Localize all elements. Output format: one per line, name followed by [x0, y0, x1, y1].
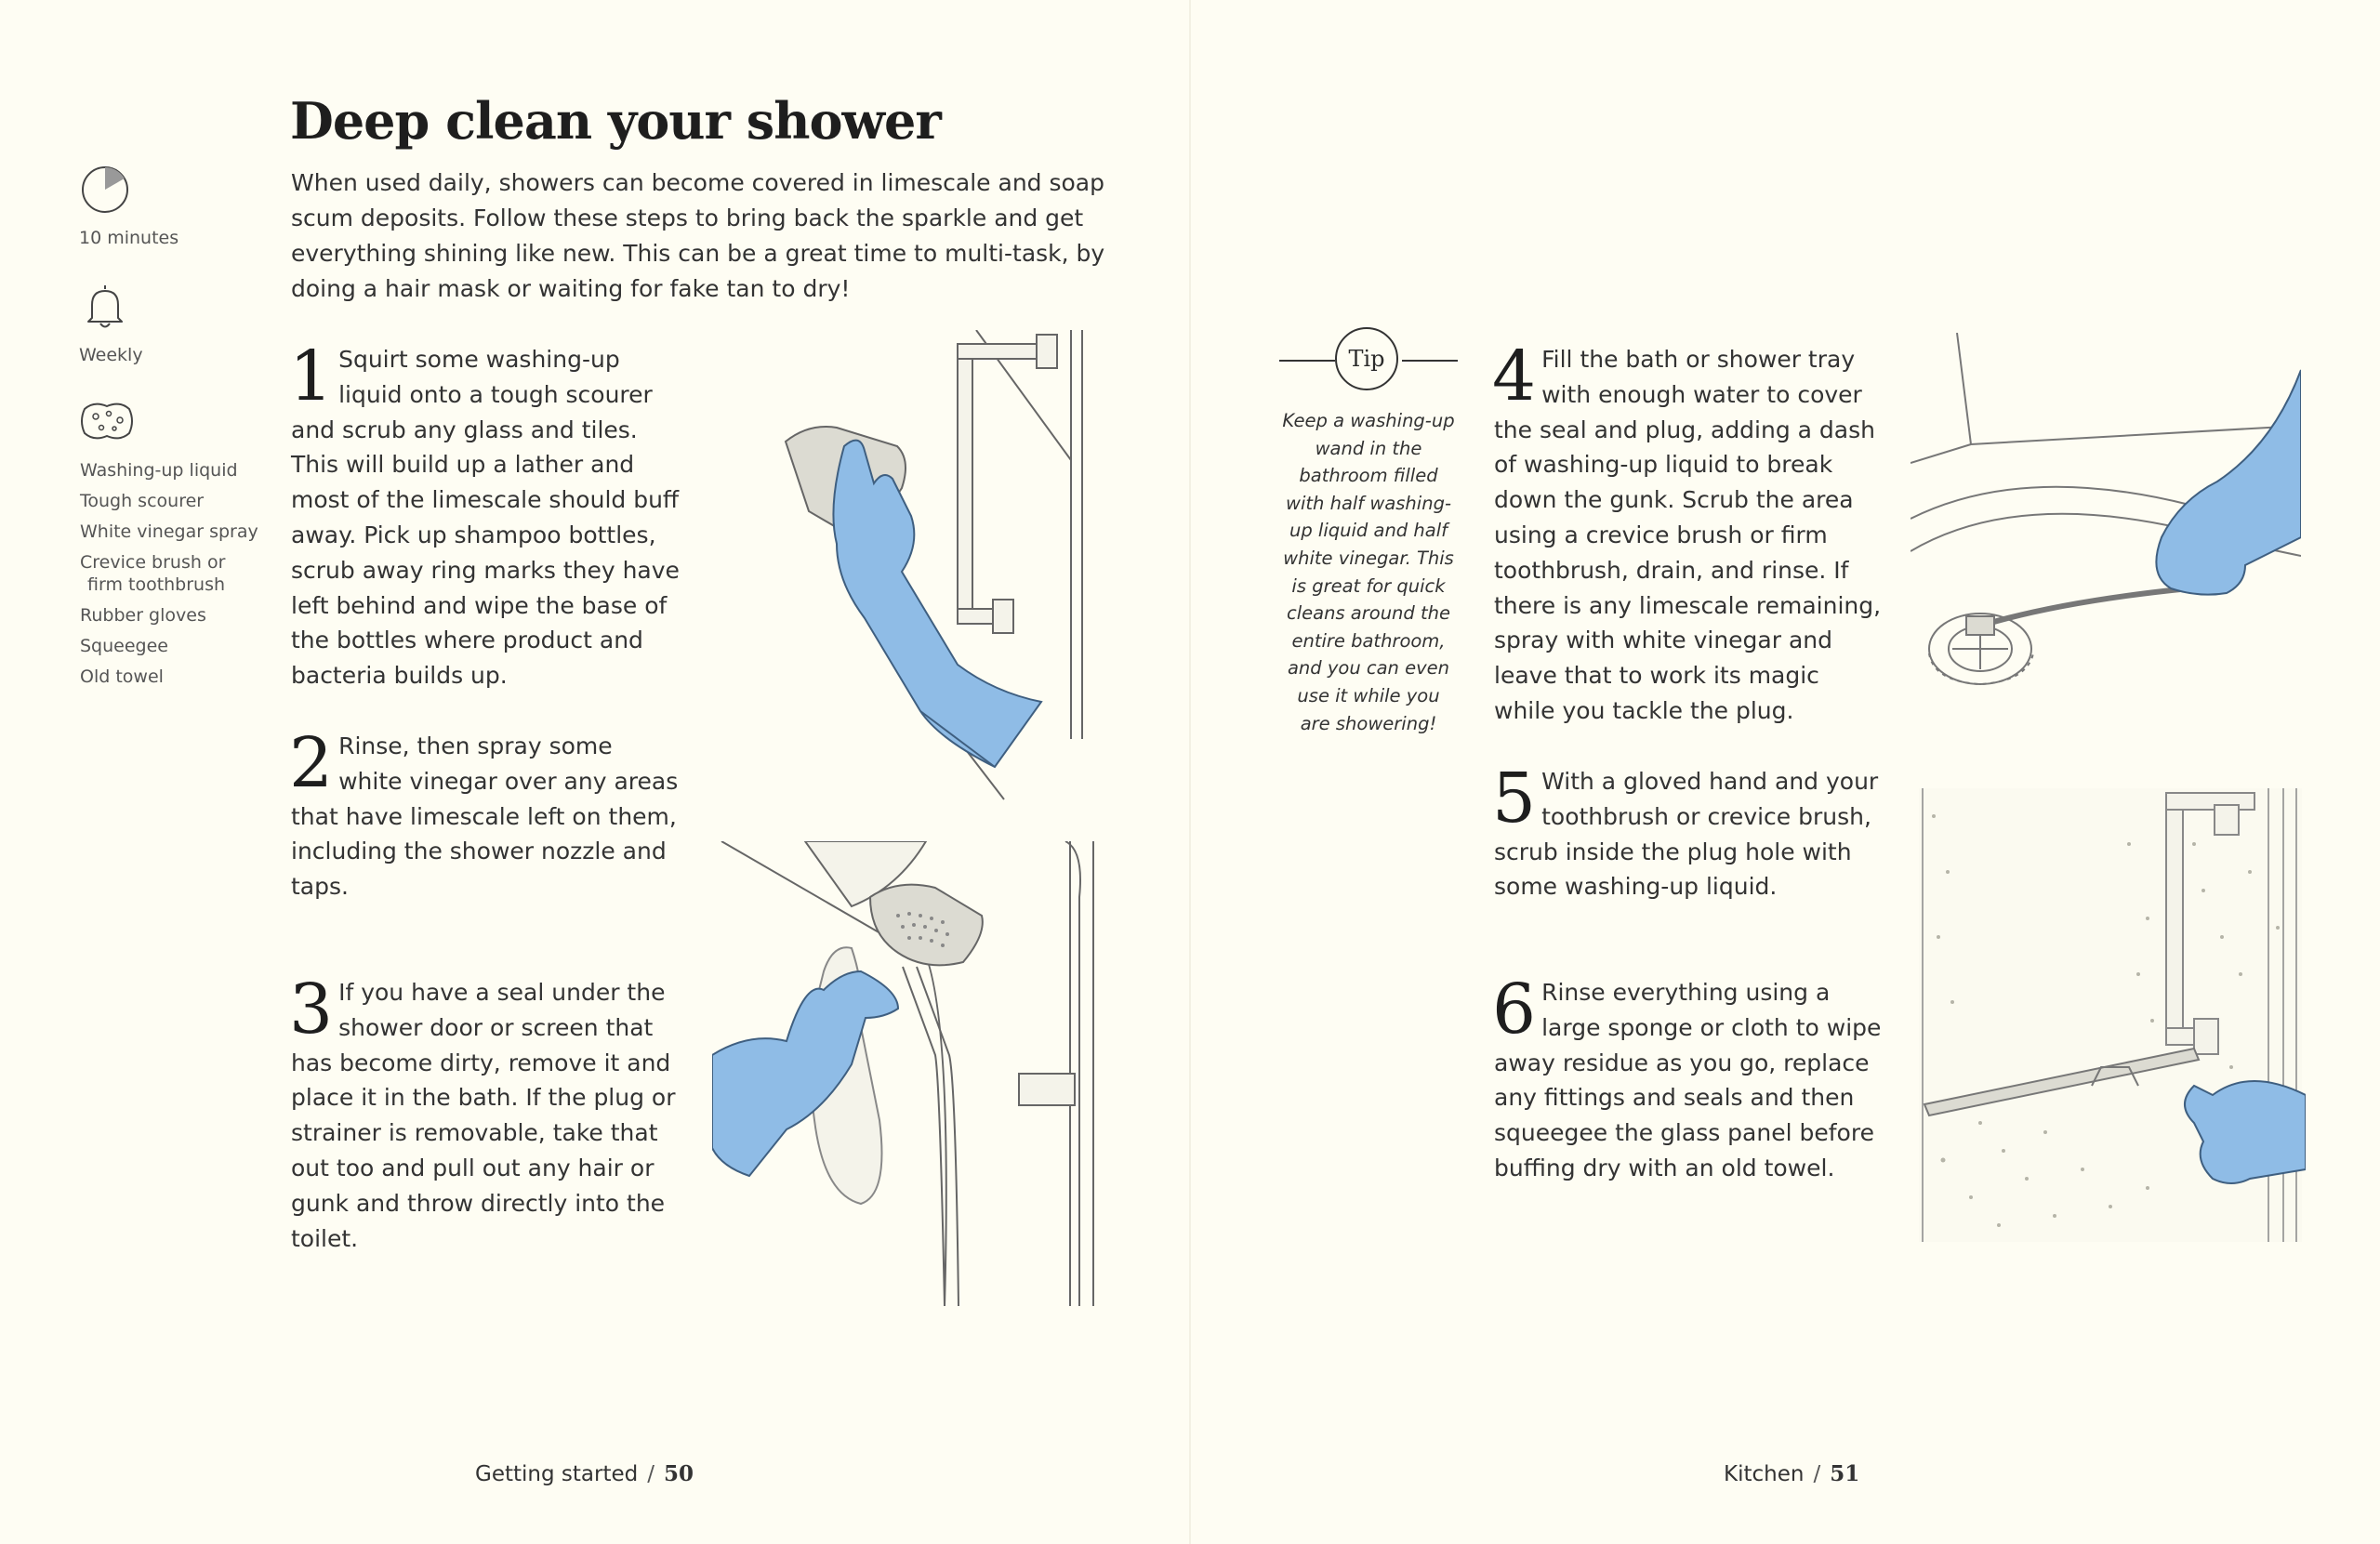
step-5: [1492, 759, 1884, 904]
equipment-item-line: Crevice brush or: [80, 552, 226, 573]
page-title: Deep clean your shower: [290, 91, 941, 151]
tip-header: [1281, 327, 1456, 392]
step-number: 5: [1492, 759, 1537, 838]
sponge-icon: [79, 398, 135, 444]
step-number: 2: [289, 723, 334, 803]
equipment-item-line: firm toothbrush: [87, 574, 226, 595]
equipment-item: Washing-up liquid: [80, 460, 238, 481]
scrub-plug-illustration: [1911, 333, 2301, 686]
equipment-item: Rubber gloves: [80, 605, 206, 626]
step-6: [1492, 970, 1884, 1186]
step-3: [289, 970, 681, 1256]
equipment-item: Old towel: [80, 666, 164, 687]
step-4: [1492, 337, 1884, 729]
frequency-label: Weekly: [79, 345, 143, 365]
step-number: 1: [289, 337, 334, 416]
tip-box: [1281, 327, 1456, 737]
step-number: 4: [1492, 337, 1537, 416]
equipment-list: [80, 455, 258, 693]
step-text: If you have a seal under the shower door or screen that has become dirty, remove it and place it in the bath. If the plug or strainer is removable, take that out too and pull out any hair or gunk and throw directly into the toilet.: [291, 979, 676, 1252]
step-2: [289, 723, 681, 904]
tip-rule-left: [1279, 360, 1335, 362]
time-label: 10 minutes: [79, 228, 179, 248]
footer-page-number: 50: [663, 1461, 694, 1486]
equipment-item: Tough scourer: [80, 491, 205, 511]
intro-paragraph: When used daily, showers can become covered in limescale and soap scum deposits. Follow these steps to bring back the sparkle and get everything shining like new. This can be a great time to multi-task, by doing a hair mask or waiting for fake tan to dry!: [291, 169, 1105, 302]
equipment-item: White vinegar spray: [80, 521, 258, 542]
step-text: Fill the bath or shower tray with enough water to cover the seal and plug, adding a dash of washing-up liquid to break down the gunk. Scrub the area using a crevice brush or firm toothbrush, drain, and rinse. If there is any limescale remaining, spray with white vinegar and leave that to work its magic while you tackle the plug.: [1494, 346, 1882, 724]
footer-left: [475, 1461, 694, 1486]
footer-right: [1724, 1461, 1859, 1486]
scrub-glass-illustration: [772, 330, 1097, 804]
step-number: 3: [289, 970, 334, 1049]
time-info: [79, 164, 178, 248]
step-number: 6: [1492, 970, 1537, 1049]
step-text: With a gloved hand and your toothbrush or crevice brush, scrub inside the plug hole with some washing-up liquid.: [1494, 768, 1879, 901]
footer-separator: /: [1813, 1462, 1821, 1486]
bell-icon: [79, 281, 131, 333]
frequency-info: [79, 281, 143, 365]
tip-rule-right: [1402, 360, 1458, 362]
pie-clock-icon: [79, 164, 131, 216]
tip-label: Tip: [1335, 327, 1398, 390]
footer-section: Kitchen: [1724, 1462, 1805, 1486]
equipment-item: Squeegee: [80, 636, 168, 656]
footer-page-number: 51: [1830, 1461, 1860, 1486]
footer-section: Getting started: [475, 1462, 639, 1486]
page-gutter: [1189, 0, 1191, 1544]
step-text: Squirt some washing-up liquid onto a tough scourer and scrub any glass and tiles. This will build up a lather and most of the limescale should buff away. Pick up shampoo bottles, scrub away ring marks they have left behind and wipe the base of the bottles where product and bacteria builds up.: [291, 346, 680, 690]
step-text: Rinse, then spray some white vinegar over any areas that have limescale left on them, including the shower nozzle and taps.: [291, 732, 679, 901]
equipment-item: [80, 548, 258, 600]
squeegee-illustration: [1915, 788, 2306, 1244]
tip-text: Keep a washing-up wand in the bathroom filled with half washing-up liquid and half white vinegar. This is great for quick cleans around the entire bathroom, and you can even use it while you are showering!: [1282, 410, 1455, 734]
step-text: Rinse everything using a large sponge or cloth to wipe away residue as you go, replace any fittings and seals and then squeegee the glass panel before buffing dry with an old towel.: [1494, 979, 1882, 1181]
footer-separator: /: [647, 1462, 654, 1486]
step-1: [289, 337, 681, 693]
spray-nozzle-illustration: [712, 841, 1103, 1306]
